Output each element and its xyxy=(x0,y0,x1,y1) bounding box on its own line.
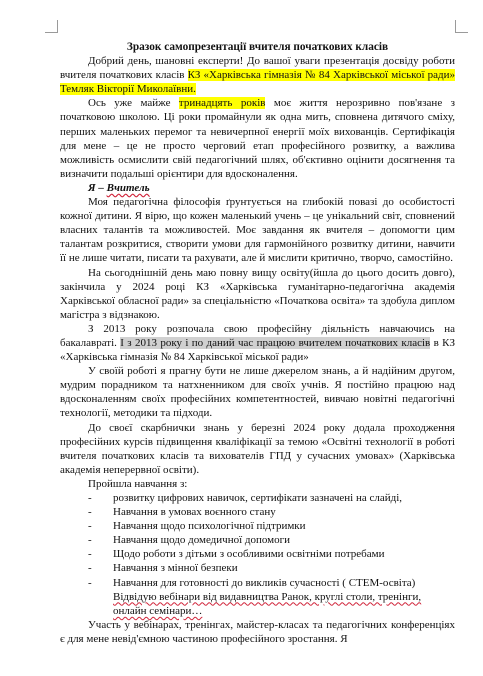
list-item: - Щодо роботи з дітьми з особливими освітніми потребами xyxy=(88,547,455,561)
list-item: - Навчання для готовності до викликів сучасності ( СТЕМ-освіта) xyxy=(88,576,455,590)
page-corner-mark-left xyxy=(45,20,58,33)
intro-highlight: КЗ «Харківська гімназія № 84 Харківської міської ради» Темляк Вікторії Миколаївни. xyxy=(60,69,455,96)
experience-paragraph xyxy=(60,96,455,181)
courses-paragraph: До своєї скарбнички знань у березні 2024 року додала проходження професійних курсів підвищення кваліфікації за темою «Освітні технології в роботі вчителя початкових класів та вихователів ГПД у сучасних умовах» (Харківська академія неперервної освіти). xyxy=(60,421,455,476)
experience-highlight: тринадцять років xyxy=(178,97,266,110)
career-text-end: в КЗ «Харківська гімназія № 84 Харківської міської ради» xyxy=(60,336,455,364)
mission-paragraph: У своїй роботі я прагну бути не лише джерелом знань, а й надійним другом, мудрим порадником та натхненником для своїх учнів. Я постійно працюю над вдосконаленням своїх професійних компетентностей, вивчаю новітні педагогічні технології, методики та підходи. xyxy=(60,365,455,420)
career-text-start: З 2013 року розпочала свою професійну діяльність навчаючись на бакалавраті. xyxy=(60,322,455,349)
career-selection: І з 2013 року і по даний час працюю вчителем початкових класів xyxy=(120,336,431,349)
training-intro: Пройшла навчання з: xyxy=(88,477,188,490)
intro-text: Добрий день, шановні експерти! До вашої уваги презентація досвіду роботи вчителя початкових класів xyxy=(60,55,455,82)
training-list xyxy=(60,491,455,618)
education-paragraph: На сьогоднішній день маю повну вищу освіту(йшла до цього досить довго), закінчила у 2024 році КЗ «Харківська гуманітарно-педагогічна академія Харківської обласної ради» за спеціальністю «Початкова освіта» та здобула диплом магістра з відзнакою. xyxy=(60,266,455,321)
intro-paragraph xyxy=(60,54,455,96)
career-paragraph xyxy=(60,322,455,364)
document-page[interactable] xyxy=(60,40,455,646)
section-heading-word: Вчитель xyxy=(106,181,150,194)
philosophy-paragraph: Моя педагогічна філософія ґрунтується на глибокій повазі до особистості кожної дитини. Я вірю, що кожен маленький учень – це унікальний світ, сповнений власних талантів та можливостей. Моє завдання як вчителя – допомогти цим талантам розкритися, створити умови для гармонійного розвитку дитини, навчити її не лише читати, писати та рахувати, але й мислити критично, творчо, самостійно. xyxy=(60,196,455,265)
experience-text: моє життя нерозривно пов'язане з початковою школою. Ці роки промайнули як одна мить, сповнена дитячого сміху, перших маленьких перемог та невичерпної енергії моїх вихованців. Сертифікація для мене – це не просто черговий етап професійного розвитку, а важлива можливість осмислити свій педагогічний шлях, об'єктивно оцінити досягнення та визначити подальші орієнтири для вдосконалення. xyxy=(60,97,456,180)
section-heading-prefix: Я – xyxy=(88,181,107,194)
participation-paragraph: Участь у вебінарах, тренінгах, майстер-класах та педагогічних конференціях є для мене невід'ємною частиною професійного зростання. Я xyxy=(60,618,455,645)
list-item-continuation: Відвідую вебінари від видавництва Ранок, круглі столи, тренінги, онлайн семінари… xyxy=(113,590,422,617)
list-item: - Навчання щодо домедичної допомоги xyxy=(88,533,455,547)
document-title: Зразок самопрезентації вчителя початкових класів xyxy=(126,41,389,53)
experience-text-start: Ось уже майже xyxy=(88,97,179,110)
list-item: - Навчання в умовах воєнного стану xyxy=(88,505,455,519)
page-corner-mark-right xyxy=(455,20,468,33)
section-heading xyxy=(88,181,455,195)
list-item: - розвитку цифрових навичок, сертифікати зазначені на слайді, xyxy=(88,491,455,505)
list-item: - Навчання щодо психологічної підтримки xyxy=(88,519,455,533)
list-item: - Навчання з мінної безпеки xyxy=(88,561,455,575)
